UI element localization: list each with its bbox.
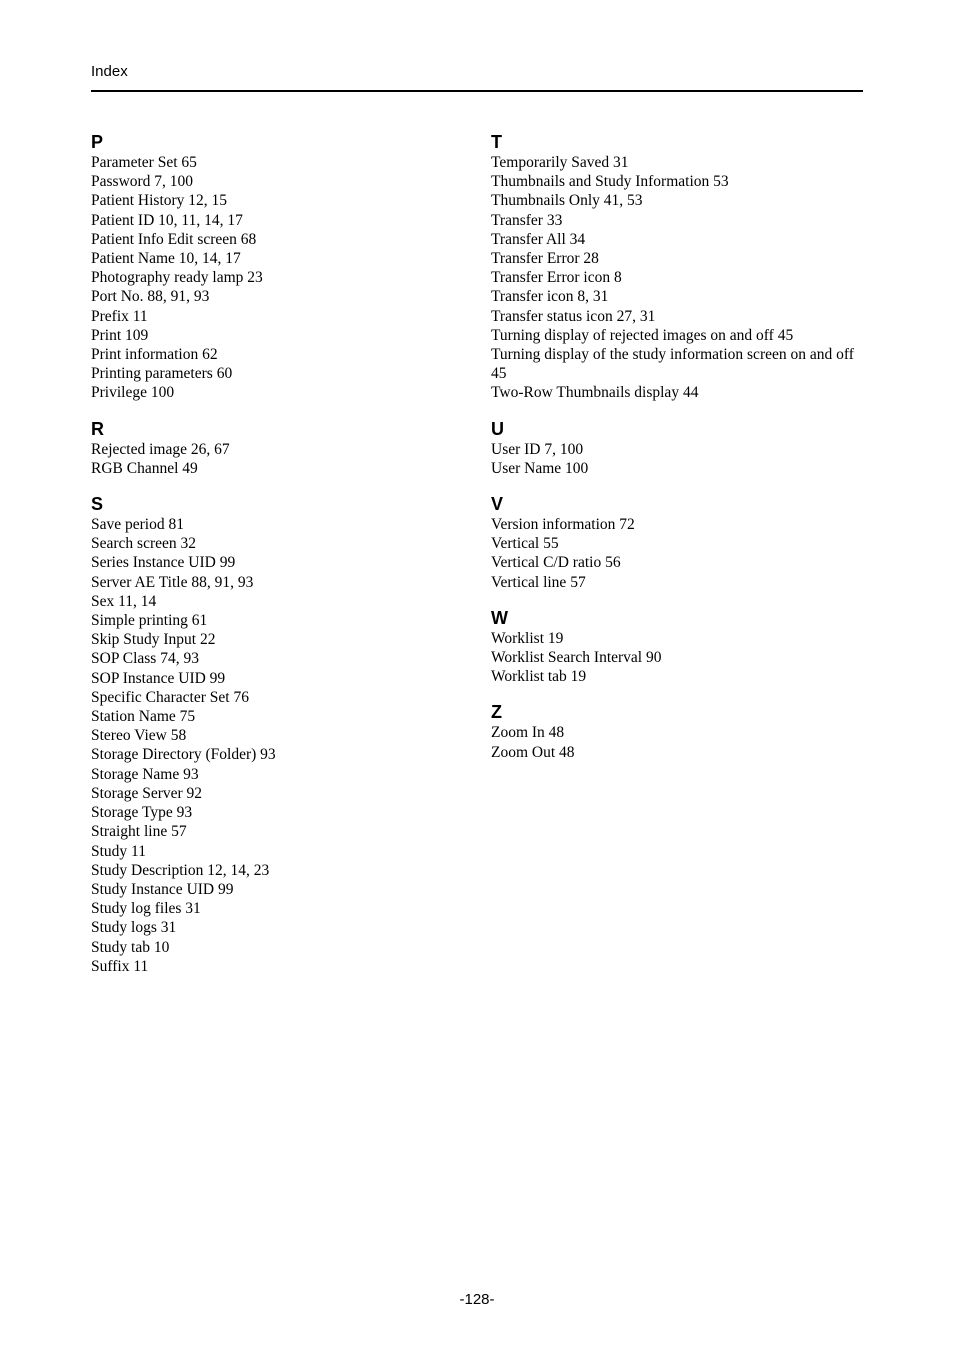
header-rule xyxy=(91,90,863,92)
section-letter: V xyxy=(491,494,504,515)
index-entry: Transfer Error 28 xyxy=(491,250,599,268)
index-section xyxy=(91,132,471,403)
index-entry: Parameter Set 65 xyxy=(91,154,197,171)
section-letter: W xyxy=(491,607,508,628)
index-entry: Simple printing 61 xyxy=(91,612,208,630)
index-section xyxy=(91,494,471,976)
index-section xyxy=(491,494,871,592)
index-entry: Patient ID 10, 11, 14, 17 xyxy=(91,211,243,229)
index-entry: Study 11 xyxy=(91,842,146,860)
index-entry: Sex 11, 14 xyxy=(91,592,157,610)
index-entry: Privilege 100 xyxy=(91,384,175,402)
index-entry: Save period 81 xyxy=(91,516,184,534)
index-entry: Vertical 55 xyxy=(491,535,559,553)
section-letter: R xyxy=(91,418,104,439)
index-entry: Temporarily Saved 31 xyxy=(491,154,629,171)
entry-list xyxy=(491,515,871,592)
index-entry: User ID 7, 100 xyxy=(491,440,584,458)
index-entry: Vertical line 57 xyxy=(491,573,586,591)
index-entry: Patient Info Edit screen 68 xyxy=(91,230,257,248)
index-entry: Storage Server 92 xyxy=(91,784,203,802)
index-entry: Station Name 75 xyxy=(91,708,196,726)
section-letter: T xyxy=(491,132,502,152)
index-section xyxy=(491,702,871,761)
index-entry: SOP Class 74, 93 xyxy=(91,650,199,668)
index-entry: Study Description 12, 14, 23 xyxy=(91,861,270,879)
index-entry: Port No. 88, 91, 93 xyxy=(91,288,210,306)
index-entry: Specific Character Set 76 xyxy=(91,688,249,706)
index-section xyxy=(91,419,471,478)
index-column-left xyxy=(91,132,471,992)
index-entry: Zoom In 48 xyxy=(491,724,565,742)
index-entry: Straight line 57 xyxy=(91,823,187,841)
index-entry: Print 109 xyxy=(91,326,149,344)
index-entry: Skip Study Input 22 xyxy=(91,631,216,649)
index-entry: Storage Type 93 xyxy=(91,804,193,822)
section-letter: Z xyxy=(491,702,502,723)
index-entry: Study tab 10 xyxy=(91,938,170,956)
index-section xyxy=(491,132,871,403)
index-entry: Study Instance UID 99 xyxy=(91,880,234,898)
index-entry: Turning display of the study information screen on and off 45 xyxy=(491,346,854,383)
index-entry: Series Instance UID 99 xyxy=(91,554,236,572)
index-entry: Stereo View 58 xyxy=(91,727,187,745)
index-entry: Transfer status icon 27, 31 xyxy=(491,307,656,325)
index-entry: Server AE Title 88, 91, 93 xyxy=(91,573,254,591)
section-letter: U xyxy=(491,418,504,439)
index-entry: Transfer icon 8, 31 xyxy=(491,288,609,306)
index-entry: Suffix 11 xyxy=(91,957,149,975)
index-entry: Turning display of rejected images on and off 45 xyxy=(491,326,794,344)
index-entry: Storage Name 93 xyxy=(91,765,199,783)
entry-list xyxy=(91,153,471,403)
index-entry: Rejected image 26, 67 xyxy=(91,440,230,458)
index-entry: Two-Row Thumbnails display 44 xyxy=(491,384,699,402)
entry-list xyxy=(91,440,471,478)
index-entry: User Name 100 xyxy=(491,459,589,477)
index-entry: Transfer All 34 xyxy=(491,230,586,248)
entry-list xyxy=(491,440,871,478)
index-entry: Thumbnails Only 41, 53 xyxy=(491,192,643,210)
index-entry: Worklist Search Interval 90 xyxy=(491,649,662,667)
index-entry: Transfer Error icon 8 xyxy=(491,269,622,287)
index-entry: Printing parameters 60 xyxy=(91,365,233,383)
index-entry: Prefix 11 xyxy=(91,307,148,325)
index-entry: Photography ready lamp 23 xyxy=(91,269,263,287)
index-entry: Password 7, 100 xyxy=(91,173,194,191)
index-entry: Version information 72 xyxy=(491,516,635,534)
index-entry: Thumbnails and Study Information 53 xyxy=(491,173,729,191)
index-entry: RGB Channel 49 xyxy=(91,459,198,477)
index-entry: Vertical C/D ratio 56 xyxy=(491,554,621,572)
entry-list xyxy=(491,153,871,403)
index-entry: SOP Instance UID 99 xyxy=(91,669,226,687)
running-header: Index xyxy=(91,63,128,80)
index-entry: Zoom Out 48 xyxy=(491,743,575,761)
index-entry: Print information 62 xyxy=(91,346,218,364)
index-entry: Storage Directory (Folder) 93 xyxy=(91,746,276,764)
index-column-right xyxy=(491,132,871,778)
index-entry: Transfer 33 xyxy=(491,211,563,229)
section-letter: P xyxy=(91,132,104,152)
entry-list xyxy=(91,515,471,976)
index-entry: Patient History 12, 15 xyxy=(91,192,228,210)
index-entry: Worklist 19 xyxy=(491,629,564,647)
index-entry: Search screen 32 xyxy=(91,535,197,553)
index-section xyxy=(491,419,871,478)
entry-list xyxy=(491,629,871,687)
index-entry: Study logs 31 xyxy=(91,919,177,937)
index-entry: Study log files 31 xyxy=(91,900,201,918)
index-entry: Worklist tab 19 xyxy=(491,668,587,686)
section-letter: S xyxy=(91,494,104,515)
page-number: -128- xyxy=(459,1291,495,1308)
index-entry: Patient Name 10, 14, 17 xyxy=(91,250,241,268)
index-section xyxy=(491,608,871,687)
entry-list xyxy=(491,723,871,761)
